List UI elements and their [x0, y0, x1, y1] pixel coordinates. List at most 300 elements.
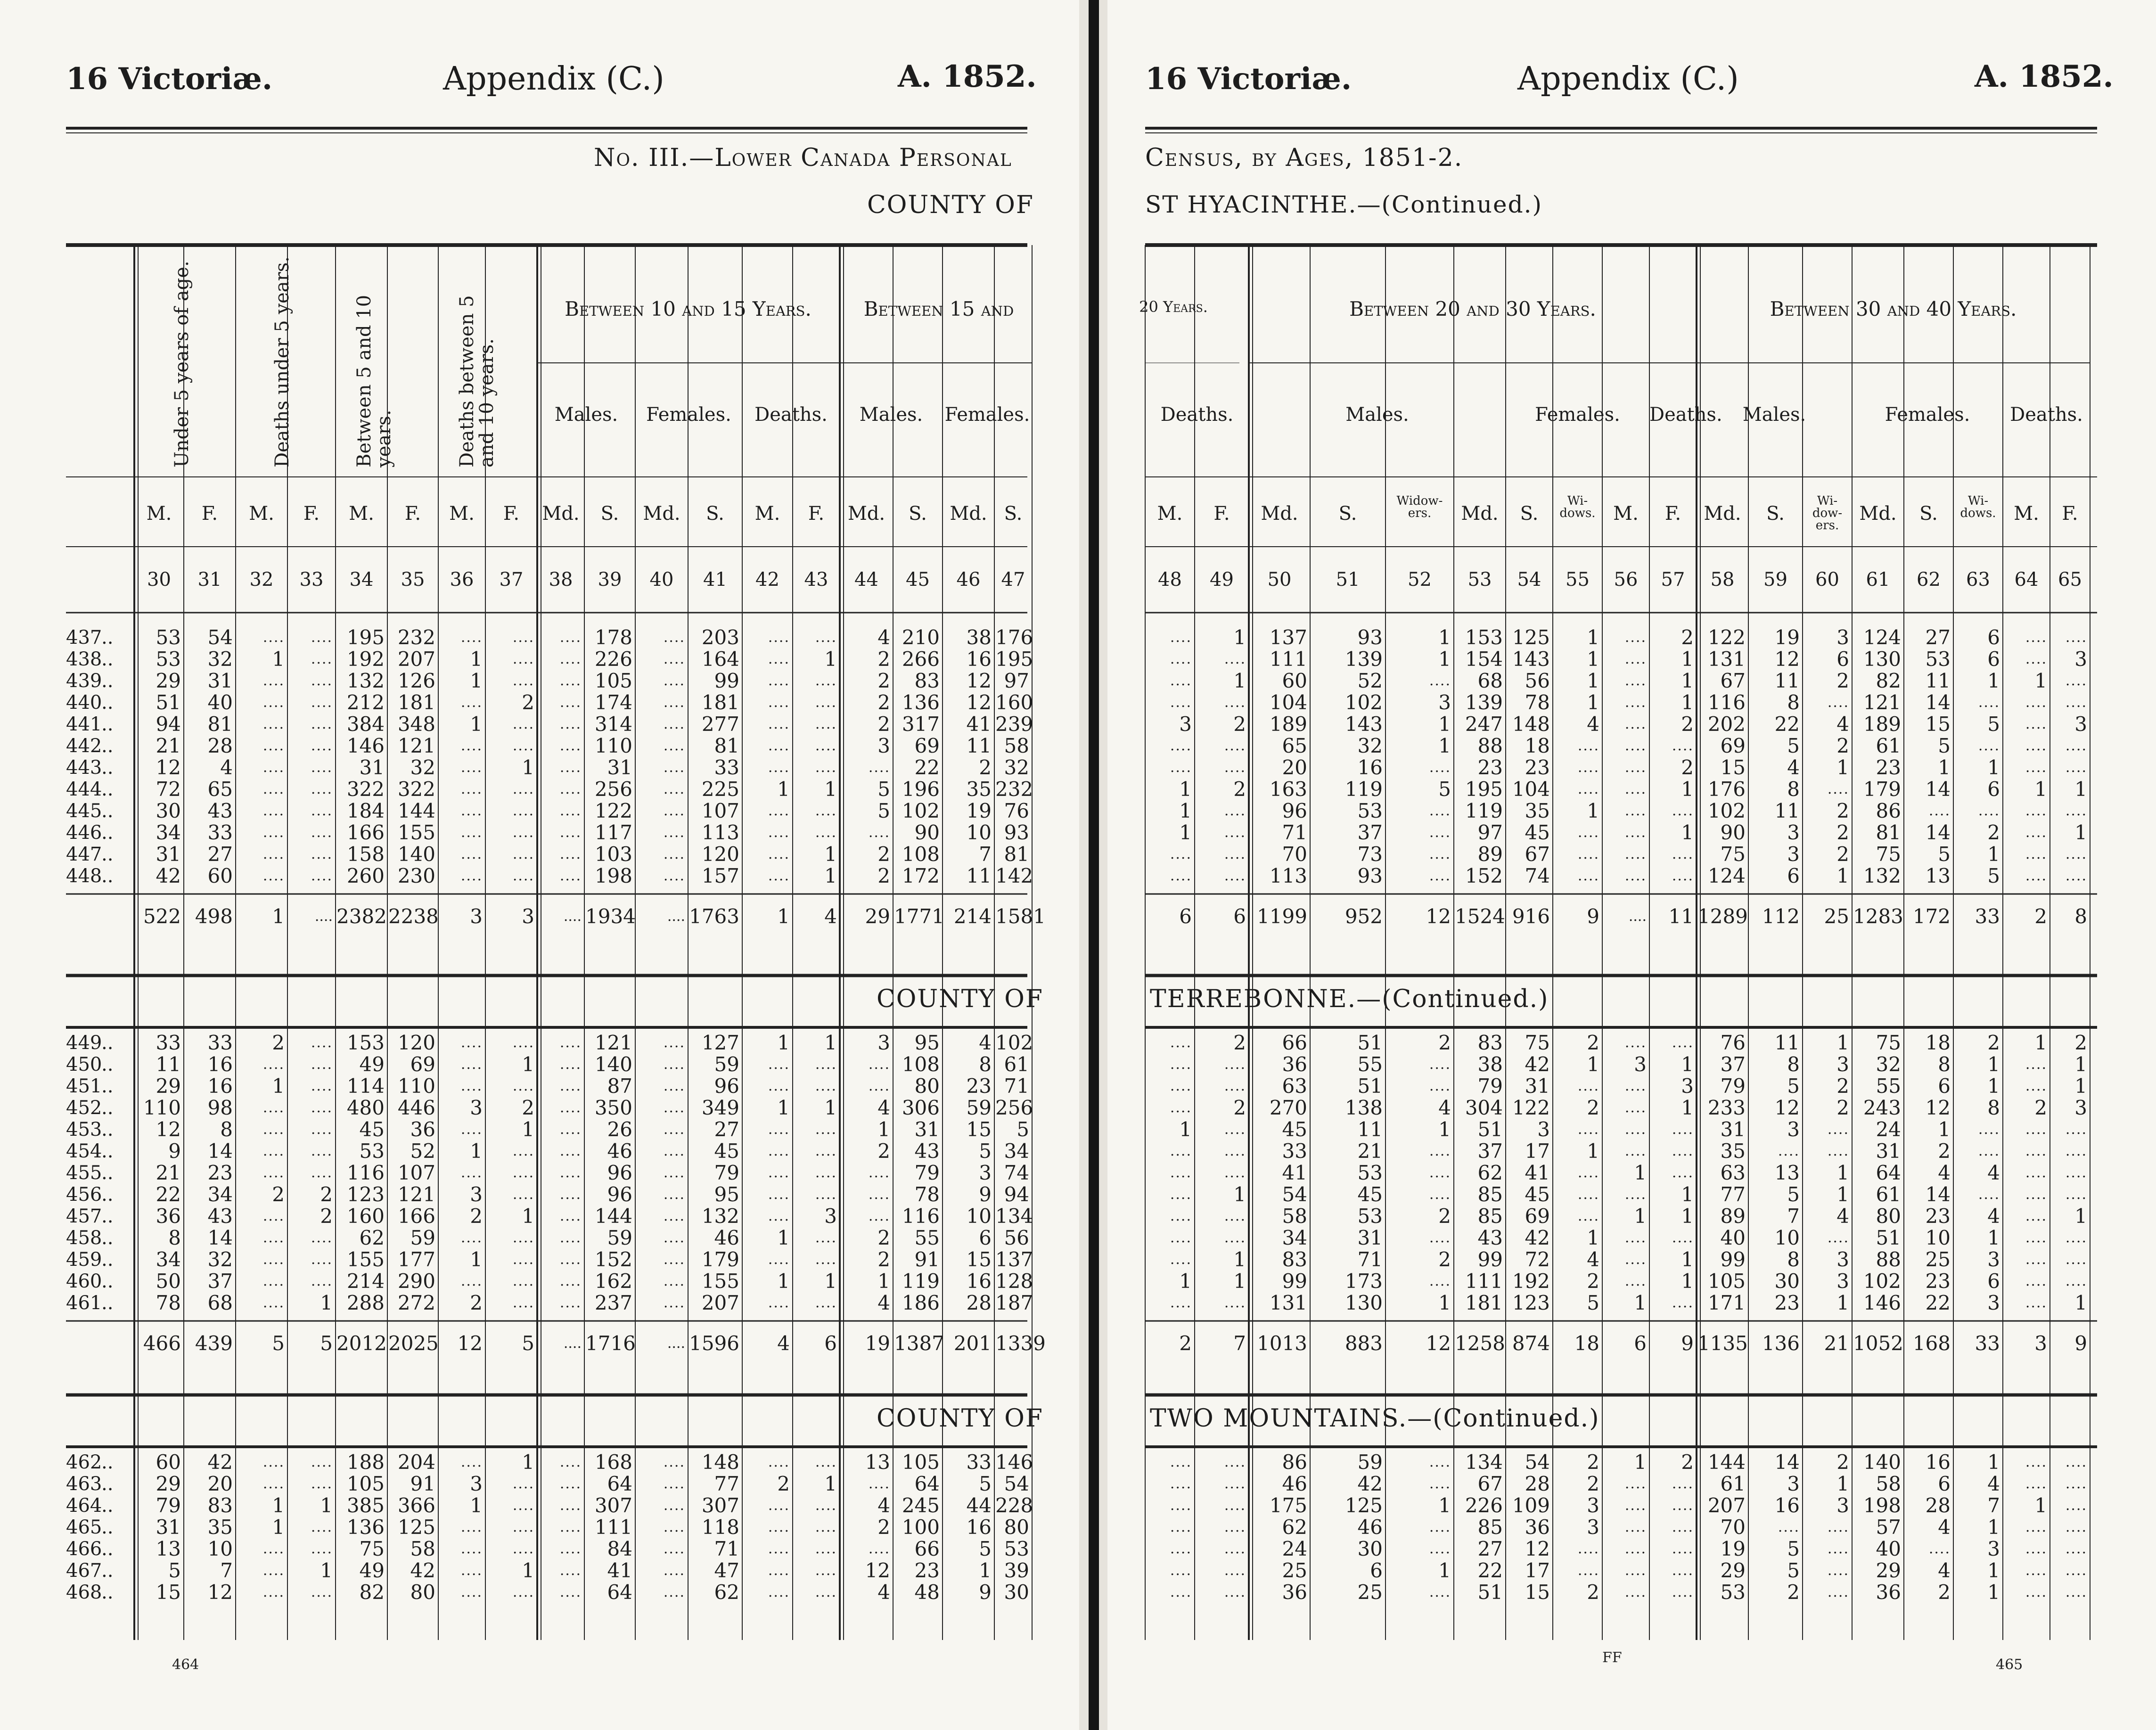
total-cell: 1: [272, 905, 285, 928]
table-cell: 53: [1925, 648, 1951, 671]
table-cell: ....: [663, 1186, 685, 1203]
table-cell: 40: [1720, 1226, 1746, 1249]
table-cell: ....: [1170, 1056, 1192, 1073]
table-cell: ....: [262, 716, 285, 732]
table-cell: ....: [815, 1143, 837, 1159]
row-leader-dots: ..: [101, 627, 114, 648]
row-leader-dots: ..: [101, 1184, 114, 1205]
table-cell: 134: [1465, 1451, 1503, 1474]
table-cell: 96: [714, 1074, 739, 1098]
table-cell: 2: [1233, 1031, 1246, 1054]
table-cell: 35: [966, 778, 992, 801]
table-cell: 70: [1720, 1516, 1746, 1539]
table-cell: ....: [262, 1273, 285, 1289]
table-cell: 31: [1720, 1118, 1746, 1141]
row-leader-dots: ..: [101, 1292, 114, 1314]
table-cell: 35: [1525, 799, 1550, 822]
total-cell: 12: [457, 1332, 483, 1355]
table-cell: ....: [1577, 846, 1599, 862]
table-cell: 3: [1438, 691, 1451, 714]
table-cell: ....: [559, 1164, 582, 1181]
table-cell: ....: [311, 1121, 333, 1138]
table-cell: ....: [1170, 1164, 1192, 1181]
table-cell: 1: [2034, 778, 2047, 801]
table-cell: ....: [1429, 1164, 1451, 1181]
table-cell: 1: [777, 1270, 790, 1293]
column-number: 63: [1966, 569, 1990, 590]
total-cell: 1052: [1853, 1332, 1903, 1355]
table-cell: ....: [1928, 1541, 1951, 1557]
column-number: 31: [197, 569, 222, 590]
table-cell: ....: [1170, 629, 1192, 646]
table-cell: ....: [1577, 1186, 1599, 1203]
table-cell: 1: [2074, 778, 2087, 801]
column-header-vertical: Deaths under 5 years.: [271, 256, 293, 467]
table-cell: ....: [1577, 759, 1599, 776]
table-cell: ....: [512, 1497, 534, 1514]
table-cell: ....: [663, 781, 685, 797]
table-cell: 90: [914, 821, 940, 844]
table-cell: 1: [1233, 1248, 1246, 1271]
table-cell: 69: [914, 734, 940, 757]
table-cell: ....: [262, 1562, 285, 1579]
table-cell: 116: [1707, 691, 1746, 714]
table-cell: ....: [2065, 1143, 2087, 1159]
table-cell: 140: [594, 1053, 632, 1076]
table-cell: ....: [559, 1251, 582, 1268]
column-label: S.: [1919, 503, 1938, 525]
table-cell: 108: [902, 843, 940, 866]
table-cell: ....: [1624, 738, 1647, 754]
column-number: 37: [499, 569, 524, 590]
table-cell: 14: [1925, 821, 1951, 844]
table-cell: 160: [346, 1205, 385, 1228]
table-cell: 6: [979, 1226, 992, 1249]
table-cell: ....: [460, 759, 483, 776]
table-cell: 4: [1787, 756, 1800, 779]
table-cell: 349: [701, 1096, 739, 1119]
table-cell: 23: [1477, 756, 1503, 779]
table-cell: ....: [1624, 1034, 1647, 1051]
table-cell: 120: [701, 843, 739, 866]
table-cell: ....: [2065, 1519, 2087, 1535]
total-cell: 916: [1512, 905, 1550, 928]
table-cell: ....: [1224, 824, 1246, 841]
total-cell: 874: [1512, 1332, 1550, 1355]
table-cell: 1: [1681, 691, 1694, 714]
table-cell: ....: [1624, 1251, 1647, 1268]
table-cell: 2: [1438, 1031, 1451, 1054]
table-cell: ....: [1978, 694, 2000, 711]
table-cell: ....: [1827, 781, 1849, 797]
table-cell: 11: [156, 1053, 181, 1076]
table-cell: ....: [1170, 1143, 1192, 1159]
table-cell: 163: [1269, 778, 1307, 801]
row-leader-dots: ..: [101, 844, 114, 865]
table-cell: 14: [1774, 1451, 1800, 1474]
table-cell: ....: [768, 651, 790, 667]
table-cell: ....: [311, 672, 333, 689]
table-cell: ....: [1224, 1541, 1246, 1557]
header-year: A. 1852.: [898, 59, 1037, 94]
column-label: M.: [1613, 503, 1639, 525]
table-cell: ....: [460, 1562, 483, 1579]
table-cell: 16: [966, 1270, 992, 1293]
table-cell: 1: [1233, 1270, 1246, 1293]
table-cell: 50: [156, 1270, 181, 1293]
table-cell: 16: [966, 1516, 992, 1539]
table-cell: 4: [1938, 1559, 1951, 1582]
table-cell: 126: [397, 669, 435, 692]
table-cell: 91: [914, 1248, 940, 1271]
table-cell: ....: [1827, 1230, 1849, 1246]
table-cell: ....: [1672, 868, 1694, 884]
table-cell: 5: [168, 1559, 181, 1582]
table-cell: 178: [594, 626, 632, 649]
table-cell: ....: [815, 824, 837, 841]
table-cell: 153: [1465, 626, 1503, 649]
table-cell: 175: [1269, 1494, 1307, 1517]
table-cell: ....: [559, 738, 582, 754]
row-number: 455: [66, 1162, 102, 1184]
column-label: Md.: [950, 503, 987, 525]
column-subgroup-header: Males.: [1345, 404, 1409, 426]
table-cell: 61: [1876, 1183, 1901, 1206]
table-cell: ....: [262, 781, 285, 797]
table-cell: 8: [1787, 778, 1800, 801]
total-cell: 1771: [894, 905, 944, 928]
table-cell: 75: [1876, 843, 1901, 866]
row-leader-dots: ..: [101, 1249, 114, 1271]
table-cell: 137: [1269, 626, 1307, 649]
table-cell: ....: [512, 651, 534, 667]
column-subgroup-header: Males.: [1742, 404, 1806, 426]
table-cell: 51: [1357, 1074, 1383, 1098]
table-cell: 2: [1233, 713, 1246, 736]
table-cell: 2: [1836, 1451, 1849, 1474]
table-cell: 49: [359, 1053, 385, 1076]
table-cell: 5: [1587, 1291, 1599, 1314]
table-cell: 322: [346, 778, 385, 801]
table-cell: ....: [768, 738, 790, 754]
table-cell: ....: [1978, 1143, 2000, 1159]
table-cell: ....: [663, 1121, 685, 1138]
table-cell: ....: [868, 1208, 890, 1224]
table-cell: 24: [1876, 1118, 1901, 1141]
table-cell: 89: [1720, 1205, 1746, 1228]
table-cell: 19: [1774, 626, 1800, 649]
table-cell: 34: [156, 1248, 181, 1271]
table-cell: 34: [1282, 1226, 1307, 1249]
table-cell: ....: [1624, 651, 1647, 667]
column-label: Widow-ers.: [1396, 494, 1443, 520]
table-cell: 192: [346, 648, 385, 671]
row-number: 446: [66, 822, 102, 844]
column-subgroup-header: Females.: [646, 404, 731, 426]
table-cell: ....: [512, 1230, 534, 1246]
table-cell: 4: [1987, 1205, 2000, 1228]
table-cell: 212: [346, 691, 385, 714]
table-cell: 204: [397, 1451, 435, 1474]
table-cell: 226: [594, 648, 632, 671]
table-cell: 12: [1774, 1096, 1800, 1119]
table-cell: 119: [1344, 778, 1383, 801]
table-cell: 53: [359, 1140, 385, 1163]
table-cell: 179: [701, 1248, 739, 1271]
table-cell: ....: [559, 651, 582, 667]
table-cell: 2: [272, 1031, 285, 1054]
table-cell: 125: [1344, 1494, 1383, 1517]
table-cell: 134: [995, 1205, 1033, 1228]
table-cell: 75: [359, 1537, 385, 1560]
table-cell: ....: [460, 1273, 483, 1289]
table-cell: 23: [914, 1559, 940, 1582]
table-cell: ....: [663, 1541, 685, 1557]
table-cell: 2: [877, 691, 890, 714]
table-cell: ....: [1224, 694, 1246, 711]
row-leader-dots: ..: [101, 757, 114, 779]
table-cell: 62: [714, 1581, 739, 1604]
table-cell: 2: [2034, 1096, 2047, 1119]
total-cell: 1524: [1455, 905, 1505, 928]
table-cell: ....: [2065, 1121, 2087, 1138]
table-cell: ....: [2065, 803, 2087, 819]
table-cell: 32: [1004, 756, 1029, 779]
table-cell: 2: [979, 756, 992, 779]
table-cell: ....: [1224, 1295, 1246, 1311]
table-cell: 79: [714, 1161, 739, 1184]
column-label: S.: [600, 503, 619, 525]
row-leader-dots: ..: [101, 735, 114, 757]
table-cell: 196: [902, 778, 940, 801]
table-cell: 63: [1720, 1161, 1746, 1184]
table-cell: 57: [1876, 1516, 1901, 1539]
row-leader-dots: ..: [101, 1162, 114, 1184]
table-cell: 102: [1344, 691, 1383, 714]
table-cell: ....: [2025, 846, 2047, 862]
table-cell: ....: [1624, 1143, 1647, 1159]
table-cell: 195: [995, 648, 1033, 671]
table-cell: 34: [207, 1183, 233, 1206]
table-cell: ....: [1827, 1121, 1849, 1138]
page-number: 465: [1996, 1656, 2023, 1673]
table-cell: ....: [1624, 1519, 1647, 1535]
table-cell: 64: [914, 1472, 940, 1495]
column-subgroup-header: Females.: [1535, 404, 1620, 426]
table-cell: 10: [966, 821, 992, 844]
table-cell: 226: [1465, 1494, 1503, 1517]
table-cell: ....: [815, 1121, 837, 1138]
table-cell: ....: [768, 1208, 790, 1224]
table-cell: ....: [1577, 868, 1599, 884]
table-cell: ....: [2065, 694, 2087, 711]
table-cell: 12: [156, 756, 181, 779]
table-cell: 8: [1987, 1096, 2000, 1119]
table-cell: ....: [1429, 1273, 1451, 1289]
table-cell: ....: [1577, 1541, 1599, 1557]
table-cell: 89: [1477, 843, 1503, 866]
table-cell: 1: [1836, 1183, 1849, 1206]
table-cell: ....: [815, 1454, 837, 1470]
table-cell: 67: [1477, 1472, 1503, 1495]
table-cell: 4: [1836, 1205, 1849, 1228]
column-number: 44: [854, 569, 878, 590]
table-cell: 2: [877, 1248, 890, 1271]
table-cell: 120: [397, 1031, 435, 1054]
table-cell: 2: [1681, 756, 1694, 779]
table-cell: 177: [397, 1248, 435, 1271]
table-cell: 46: [1282, 1472, 1307, 1495]
table-cell: ....: [663, 846, 685, 862]
table-cell: ....: [2025, 1251, 2047, 1268]
table-cell: 66: [914, 1537, 940, 1560]
table-cell: 12: [865, 1559, 890, 1582]
table-cell: 54: [1004, 1472, 1029, 1495]
column-label: Md.: [1859, 503, 1897, 525]
table-cell: 22: [156, 1183, 181, 1206]
table-cell: 1: [2074, 1074, 2087, 1098]
table-cell: 1: [1938, 1118, 1951, 1141]
table-cell: 1: [824, 1031, 837, 1054]
table-cell: 67: [1525, 843, 1550, 866]
table-cell: 13: [865, 1451, 890, 1474]
table-cell: 384: [346, 713, 385, 736]
table-cell: ....: [559, 1519, 582, 1535]
table-cell: 1: [1681, 669, 1694, 692]
table-cell: 1: [1179, 821, 1192, 844]
table-cell: 144: [397, 799, 435, 822]
county-heading: TERREBONNE.—(Continued.): [1150, 985, 1549, 1013]
table-cell: ....: [512, 781, 534, 797]
table-cell: 110: [594, 734, 632, 757]
table-cell: 105: [1707, 1270, 1746, 1293]
table-cell: 86: [1282, 1451, 1307, 1474]
table-cell: 60: [156, 1451, 181, 1474]
table-cell: 81: [207, 713, 233, 736]
row-number: 459: [66, 1249, 102, 1271]
table-cell: 33: [207, 821, 233, 844]
table-cell: ....: [311, 1519, 333, 1535]
table-cell: ....: [1672, 846, 1694, 862]
table-cell: ....: [1577, 781, 1599, 797]
table-cell: 7: [1787, 1205, 1800, 1228]
table-cell: 232: [397, 626, 435, 649]
table-cell: 1: [1987, 1516, 2000, 1539]
column-subgroup-header: Males.: [554, 404, 618, 426]
table-cell: 1: [1836, 1031, 1849, 1054]
column-label: M.: [449, 503, 475, 525]
table-cell: 31: [1525, 1074, 1550, 1098]
table-cell: 3: [470, 1472, 483, 1495]
table-cell: 15: [966, 1248, 992, 1271]
table-cell: ....: [262, 868, 285, 884]
table-cell: 88: [1876, 1248, 1901, 1271]
table-cell: 32: [1876, 1053, 1901, 1076]
table-cell: 3: [2074, 1096, 2087, 1119]
table-cell: 116: [346, 1161, 385, 1184]
table-cell: 62: [1282, 1516, 1307, 1539]
table-cell: 239: [995, 713, 1033, 736]
table-cell: 75: [1876, 1031, 1901, 1054]
table-cell: 31: [156, 1516, 181, 1539]
table-cell: ....: [460, 1541, 483, 1557]
table-cell: ....: [311, 1056, 333, 1073]
table-cell: ....: [868, 1186, 890, 1203]
table-cell: ....: [768, 1497, 790, 1514]
table-cell: 20: [207, 1472, 233, 1495]
table-cell: 2: [877, 864, 890, 887]
table-cell: 1: [824, 648, 837, 671]
table-cell: 181: [1465, 1291, 1503, 1314]
table-cell: ....: [512, 1078, 534, 1094]
table-cell: 5: [1787, 1537, 1800, 1560]
table-cell: 63: [1282, 1074, 1307, 1098]
row-leader-dots: ..: [101, 800, 114, 822]
column-label: Wi-dow-ers.: [1812, 494, 1843, 533]
table-cell: ....: [1672, 1497, 1694, 1514]
table-cell: ....: [1224, 651, 1246, 667]
table-cell: ....: [2065, 1541, 2087, 1557]
table-cell: 155: [701, 1270, 739, 1293]
table-cell: ....: [2065, 1497, 2087, 1514]
table-cell: ....: [262, 1476, 285, 1492]
table-cell: 31: [359, 756, 385, 779]
table-cell: ....: [768, 1454, 790, 1470]
table-cell: ....: [1577, 824, 1599, 841]
table-cell: ....: [2025, 868, 2047, 884]
table-cell: 37: [1477, 1140, 1503, 1163]
table-cell: 71: [1004, 1074, 1029, 1098]
table-cell: 41: [1282, 1161, 1307, 1184]
table-cell: 68: [1477, 669, 1503, 692]
table-cell: 154: [1465, 648, 1503, 671]
table-cell: ....: [663, 1519, 685, 1535]
table-cell: 230: [397, 864, 435, 887]
table-cell: 2: [1938, 1140, 1951, 1163]
table-cell: ....: [512, 1584, 534, 1600]
table-cell: 5: [979, 1537, 992, 1560]
table-cell: 10: [207, 1537, 233, 1560]
total-cell: 2238: [388, 905, 439, 928]
table-cell: ....: [1429, 824, 1451, 841]
table-cell: ....: [815, 1562, 837, 1579]
table-cell: 45: [1282, 1118, 1307, 1141]
table-cell: 43: [207, 799, 233, 822]
table-cell: ....: [663, 1230, 685, 1246]
row-number: 439: [66, 670, 102, 692]
column-label: F.: [404, 503, 421, 525]
table-cell: ....: [1170, 694, 1192, 711]
table-cell: ....: [311, 846, 333, 862]
table-cell: ....: [1577, 1562, 1599, 1579]
column-label: M.: [249, 503, 274, 525]
table-cell: 8: [1787, 1053, 1800, 1076]
table-cell: 1: [1233, 669, 1246, 692]
table-cell: 1: [1836, 1291, 1849, 1314]
table-cell: 51: [1876, 1226, 1901, 1249]
table-cell: ....: [663, 1562, 685, 1579]
table-cell: ....: [559, 1121, 582, 1138]
table-cell: ....: [2025, 1454, 2047, 1470]
table-cell: ....: [1170, 759, 1192, 776]
column-label: S.: [1004, 503, 1023, 525]
table-cell: 189: [1863, 713, 1901, 736]
table-cell: 158: [346, 843, 385, 866]
table-cell: ....: [559, 716, 582, 732]
total-cell: ....: [314, 908, 333, 925]
total-cell: ....: [563, 1335, 582, 1352]
table-cell: ....: [311, 1476, 333, 1492]
